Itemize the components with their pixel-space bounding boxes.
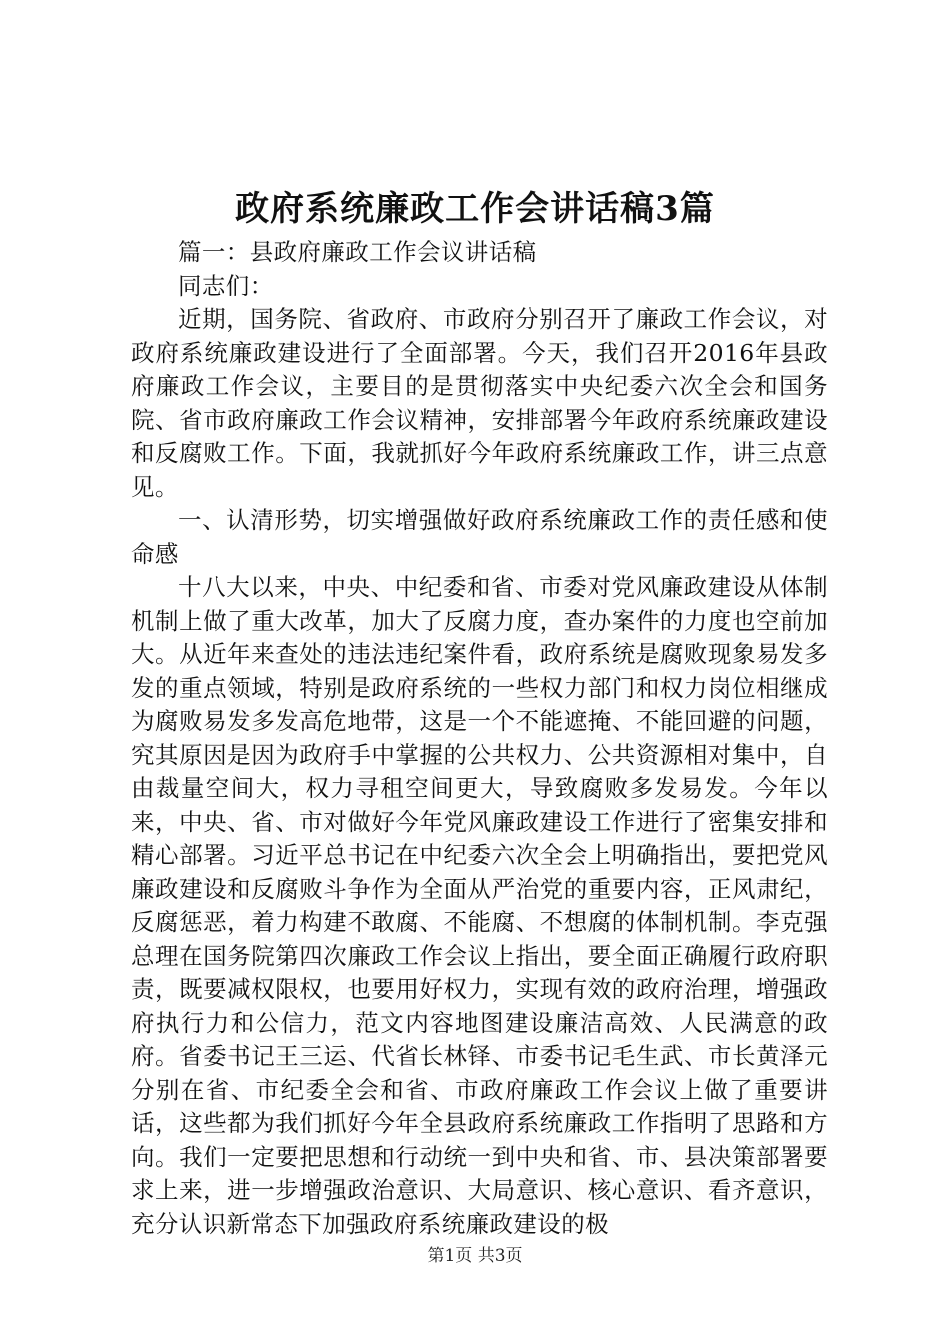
body-paragraph: 十八大以来，中央、中纪委和省、市委对党风廉政建设从体制机制上做了重大改革，加大了反腐力度，查办案件的力度也空前加大。从近年来查处的违法违纪案件看，政府系统是腐败现象易发多发的重点领域，特别是政府系统的一些权力部门和权力岗位相继成为腐败易发多发高危地带，这是一个不能遮掩、不能回避的问题，究其原因是因为政府手中掌握的公共权力、公共资源相对集中，自由裁量空间大，权力寻租空间更大，导致腐败多发易发。今年以来，中央、省、市对做好今年党风廉政建设工作进行了密集安排和精心部署。习近平总书记在中纪委六次全会上明确指出，要把党风廉政建设和反腐败斗争作为全面从严治党的重要内容，正风肃纪，反腐惩恶，着力构建不敢腐、不能腐、不想腐的体制机制。李克强总理在国务院第四次廉政工作会议上指出，要全面正确履行政府职责，既要减权限权，也要用好权力，实现有效的政府治理，增强政府执行力和公信力，范文内容地图建设廉洁高效、人民满意的政府。省委书记王三运、代省长林铎、市委书记毛生武、市长黄泽元分别在省、市纪委全会和省、市政府廉政工作会议上做了重要讲话，这些都为我们抓好今年全县政府系统廉政工作指明了思路和方向。我们一定要把思想和行动统一到中央和省、市、县决策部署要求上来，进一步增强政治意识、大局意识、核心意识、看齐意识，充分认识新常态下加强政府系统廉政建设的极 xyxy=(131,573,828,1238)
subsection-heading: 一、认清形势，切实增强做好政府系统廉政工作的责任感和使命感 xyxy=(131,506,828,568)
document-body xyxy=(131,236,828,1241)
body-paragraph: 近期，国务院、省政府、市政府分别召开了廉政工作会议，对政府系统廉政建设进行了全面部署。今天，我们召开2016年县政府廉政工作会议，主要目的是贯彻落实中央纪委六次全会和国务院、省市政府廉政工作会议精神，安排部署今年政府系统廉政建设和反腐败工作。下面，我就抓好今年政府系统廉政工作，讲三点意见。 xyxy=(131,305,828,501)
page-footer: 第1页 共3页 xyxy=(427,1246,523,1266)
salutation: 同志们： xyxy=(178,271,274,300)
section-heading: 篇一：县政府廉政工作会议讲话稿 xyxy=(178,238,537,266)
document-title: 政府系统廉政工作会讲话稿3篇 xyxy=(235,189,715,229)
